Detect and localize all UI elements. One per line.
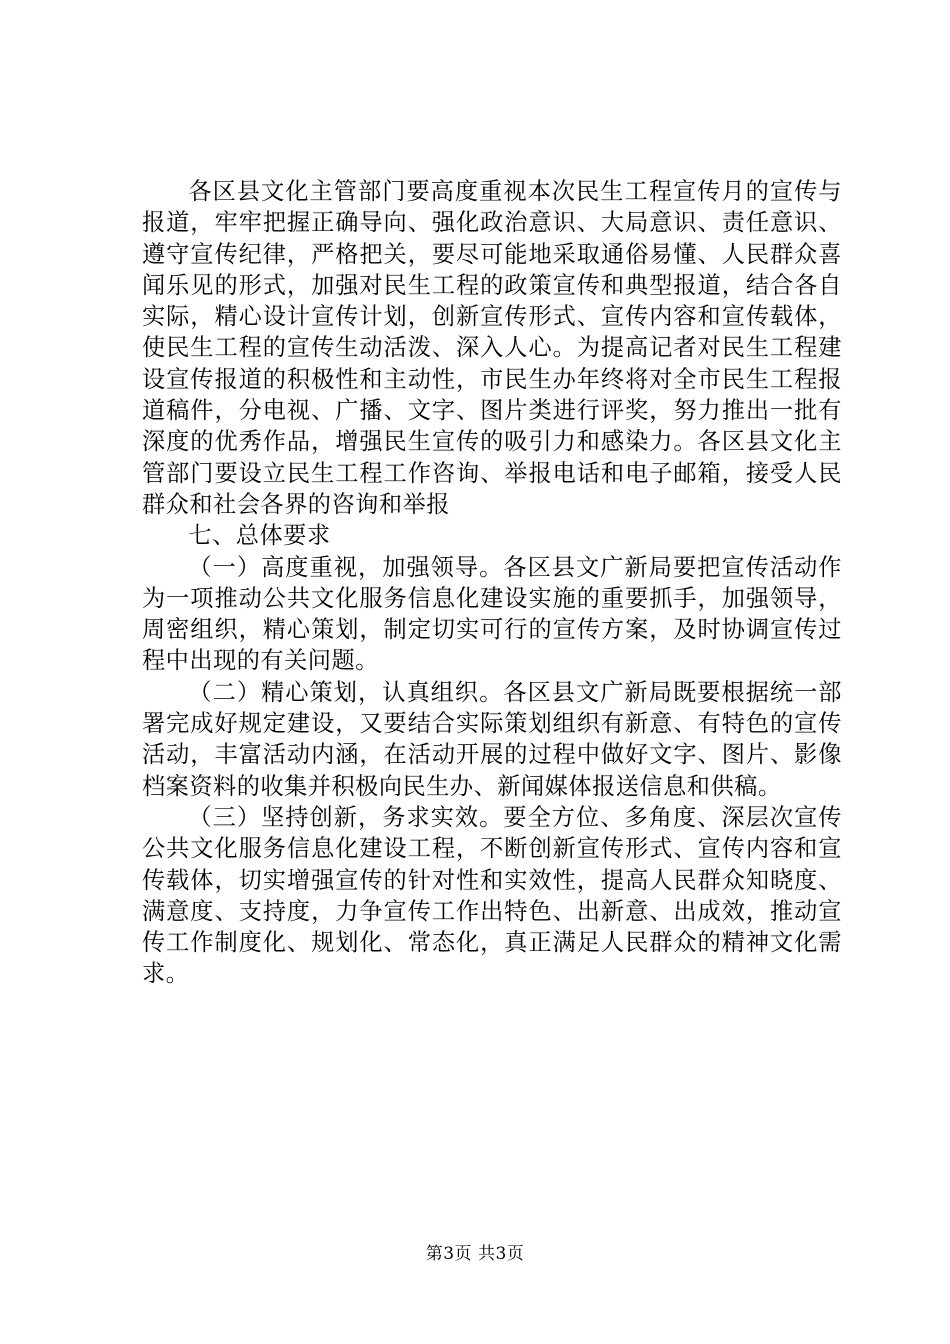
paragraph-publicity-reporting: 各区县文化主管部门要高度重视本次民生工程宣传月的宣传与报道，牢牢把握正确导向、强化政治意识、大局意识、责任意识、遵守宣传纪律，严格把关，要尽可能地采取通俗易懂、人民群众喜闻乐见的形式，加强对民生工程的政策宣传和典型报道，结合各自实际，精心设计宣传计划，创新宣传形式、宣传内容和宣传载体，使民生工程的宣传生动活泼、深入人心。为提高记者对民生工程建设宣传报道的积极性和主动性，市民生办年终将对全市民生工程报道稿件，分电视、广播、文字、图片类进行评奖，努力推出一批有深度的优秀作品，增强民生宣传的吸引力和感染力。各区县文化主管部门要设立民生工程工作咨询、举报电话和电子邮箱，接受人民群众和社会各界的咨询和举报 — [142, 178, 842, 518]
paragraph-requirement-2: （二）精心策划，认真组织。各区县文广新局既要根据统一部署完成好规定建设，又要结合实际策划组织有新意、有特色的宣传活动，丰富活动内涵，在活动开展的过程中做好文字、图片、影像档案资料的收集并积极向民生办、新闻媒体报送信息和供稿。 — [142, 678, 842, 800]
document-body — [142, 176, 842, 990]
page-footer: 第3页 共3页 — [425, 1244, 525, 1264]
paragraph-requirement-3: （三）坚持创新，务求实效。要全方位、多角度、深层次宣传公共文化服务信息化建设工程，不断创新宣传形式、宣传内容和宣传载体，切实增强宣传的针对性和实效性，提高人民群众知晓度、满意度、支持度，力争宣传工作出特色、出新意、出成效，推动宣传工作制度化、规划化、常态化，真正满足人民群众的精神文化需求。 — [142, 803, 842, 988]
section-heading-overall-requirements: 七、总体要求 — [188, 522, 331, 550]
paragraph-requirement-1: （一）高度重视，加强领导。各区县文广新局要把宣传活动作为一项推动公共文化服务信息化建设实施的重要抓手，加强领导，周密组织，精心策划，制定切实可行的宣传方案，及时协调宣传过程中出现的有关问题。 — [142, 553, 842, 675]
